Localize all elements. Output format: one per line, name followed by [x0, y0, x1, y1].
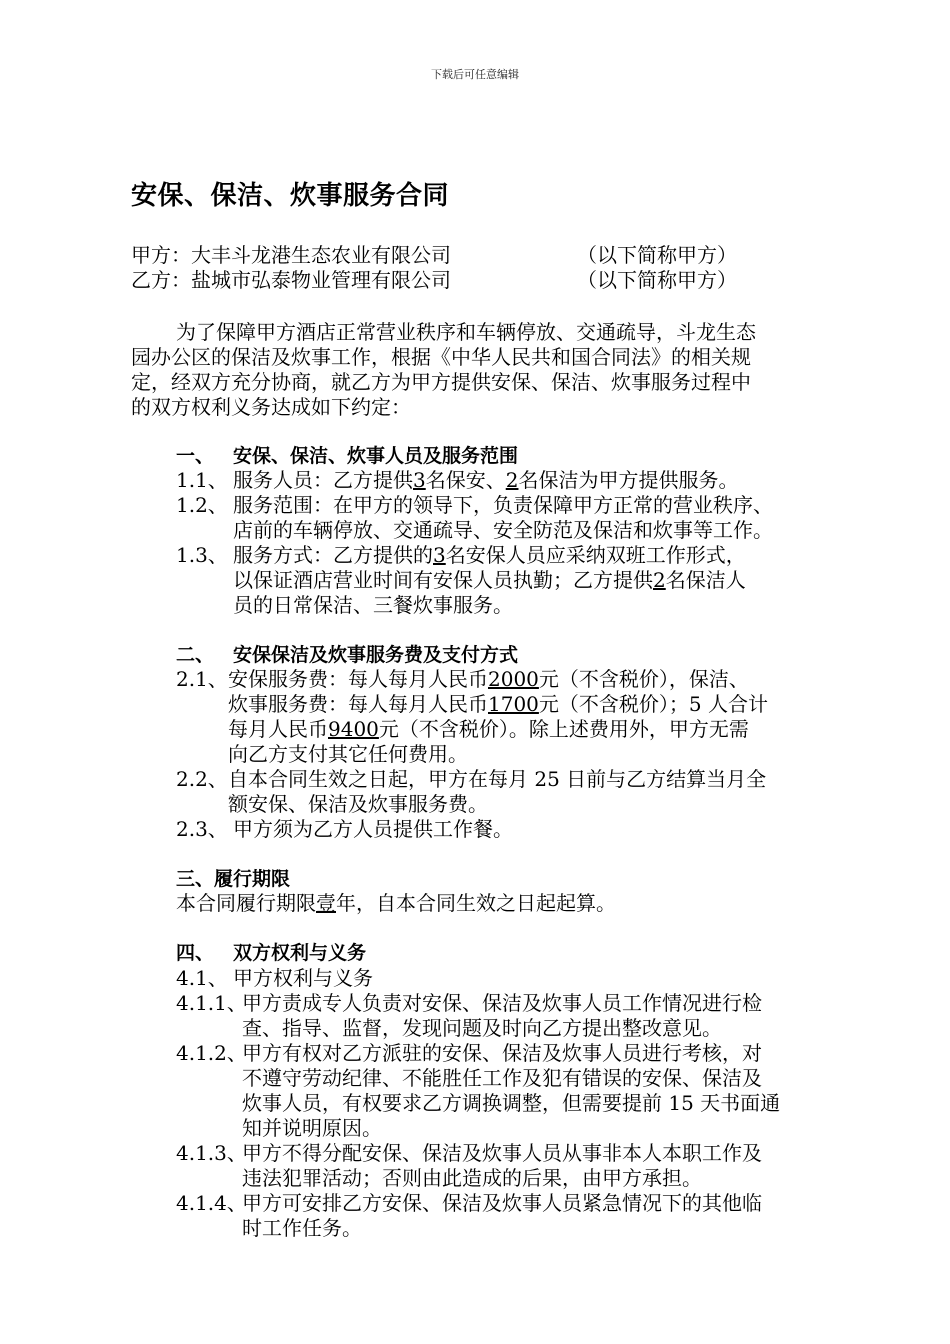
party-b-label: 乙方：盐城市弘泰物业管理有限公司	[131, 268, 451, 292]
item-2-1-line: 每月人民币9400元（不含税价）。除上述费用外，甲方无需	[228, 717, 749, 741]
security-fee: 2000	[488, 667, 539, 691]
party-b-note: （以下简称甲方）	[577, 268, 737, 292]
item-4-1-2-line: 知并说明原因。	[242, 1116, 382, 1140]
preamble-line: 定，经双方充分协商，就乙方为甲方提供安保、保洁、炊事服务过程中	[131, 370, 751, 394]
cleaning-fee: 1700	[488, 692, 539, 716]
guard-count: 3	[413, 468, 426, 492]
item-4-1-1-line: 查、指导、监督，发现问题及时向乙方提出整改意见。	[242, 1016, 722, 1040]
item-1-3-line: 员的日常保洁、三餐炊事服务。	[233, 593, 513, 617]
term-years: 壹	[316, 891, 336, 915]
section4-number: 四、	[176, 942, 215, 964]
item-2-1-line: 安保服务费：每人每月人民币2000元（不含税价），保洁、	[228, 667, 749, 691]
total-fee: 9400	[328, 717, 379, 741]
party-a-note: （以下简称甲方）	[577, 243, 737, 267]
item-4-1-text: 甲方权利与义务	[233, 966, 373, 990]
item-4-1-3-number: 4.1.3、	[176, 1141, 247, 1165]
section1-heading: 安保、保洁、炊事人员及服务范围	[233, 445, 519, 467]
item-4-1-3-line: 违法犯罪活动；否则由此造成的后果，由甲方承担。	[242, 1166, 702, 1190]
item-1-1-text: 服务人员：乙方提供3名保安、2名保洁为甲方提供服务。	[233, 468, 739, 492]
guard-count: 3	[433, 543, 446, 567]
item-1-1-number: 1.1、	[176, 468, 228, 492]
section2-heading: 安保保洁及炊事服务费及支付方式	[233, 644, 519, 666]
preamble-line: 园办公区的保洁及炊事工作，根据《中华人民共和国合同法》的相关规	[131, 345, 751, 369]
cleaner-count: 2	[505, 468, 519, 492]
section1-number: 一、	[176, 445, 215, 467]
item-4-1-2-line: 炊事人员，有权要求乙方调换调整，但需要提前 15 天书面通	[242, 1091, 781, 1115]
item-4-1-4-line: 甲方可安排乙方安保、保洁及炊事人员紧急情况下的其他临	[242, 1191, 762, 1215]
section2-number: 二、	[176, 644, 215, 666]
item-4-1-1-line: 甲方责成专人负责对安保、保洁及炊事人员工作情况进行检	[242, 991, 762, 1015]
item-2-2-number: 2.2、	[176, 767, 228, 791]
item-1-2-line: 店前的车辆停放、交通疏导、安全防范及保洁和炊事等工作。	[233, 518, 773, 542]
item-1-2-line: 服务范围：在甲方的领导下，负责保障甲方正常的营业秩序、	[233, 493, 773, 517]
section3-heading: 三、履行期限	[176, 868, 291, 890]
item-4-1-3-line: 甲方不得分配安保、保洁及炊事人员从事非本人本职工作及	[242, 1141, 762, 1165]
cleaner-count: 2	[653, 568, 666, 592]
item-4-1-4-number: 4.1.4、	[176, 1191, 247, 1215]
term-text: 本合同履行期限壹年，自本合同生效之日起起算。	[176, 891, 616, 915]
item-4-1-1-number: 4.1.1、	[176, 991, 247, 1015]
preamble-line: 为了保障甲方酒店正常营业秩序和车辆停放、交通疏导，斗龙生态	[176, 320, 756, 344]
party-a-label: 甲方：大丰斗龙港生态农业有限公司	[131, 243, 451, 267]
item-2-1-number: 2.1、	[176, 667, 228, 691]
item-1-3-line: 服务方式：乙方提供的3名安保人员应采纳双班工作形式，	[233, 543, 746, 567]
item-2-2-line: 自本合同生效之日起，甲方在每月 25 日前与乙方结算当月全	[228, 767, 767, 791]
contract-title: 安保、保洁、炊事服务合同	[131, 181, 450, 211]
item-1-3-number: 1.3、	[176, 543, 228, 567]
preamble-line: 的双方权利义务达成如下约定：	[131, 395, 411, 419]
item-2-1-line: 炊事服务费：每人每月人民币1700元（不含税价）；5 人合计	[228, 692, 768, 716]
item-2-3-number: 2.3、	[176, 817, 228, 841]
item-2-3-text: 甲方须为乙方人员提供工作餐。	[233, 817, 513, 841]
item-1-3-line: 以保证酒店营业时间有安保人员执勤；乙方提供2名保洁人	[233, 568, 746, 592]
section4-heading: 双方权利与义务	[233, 942, 367, 964]
item-4-1-2-number: 4.1.2、	[176, 1041, 247, 1065]
item-4-1-2-line: 不遵守劳动纪律、不能胜任工作及犯有错误的安保、保洁及	[242, 1066, 762, 1090]
item-1-2-number: 1.2、	[176, 493, 228, 517]
item-4-1-4-line: 时工作任务。	[242, 1216, 362, 1240]
item-4-1-2-line: 甲方有权对乙方派驻的安保、保洁及炊事人员进行考核，对	[242, 1041, 762, 1065]
item-4-1-number: 4.1、	[176, 966, 228, 990]
item-2-2-line: 额安保、保洁及炊事服务费。	[228, 792, 488, 816]
item-2-1-line: 向乙方支付其它任何费用。	[228, 742, 468, 766]
header-note: 下载后可任意编辑	[431, 68, 519, 81]
